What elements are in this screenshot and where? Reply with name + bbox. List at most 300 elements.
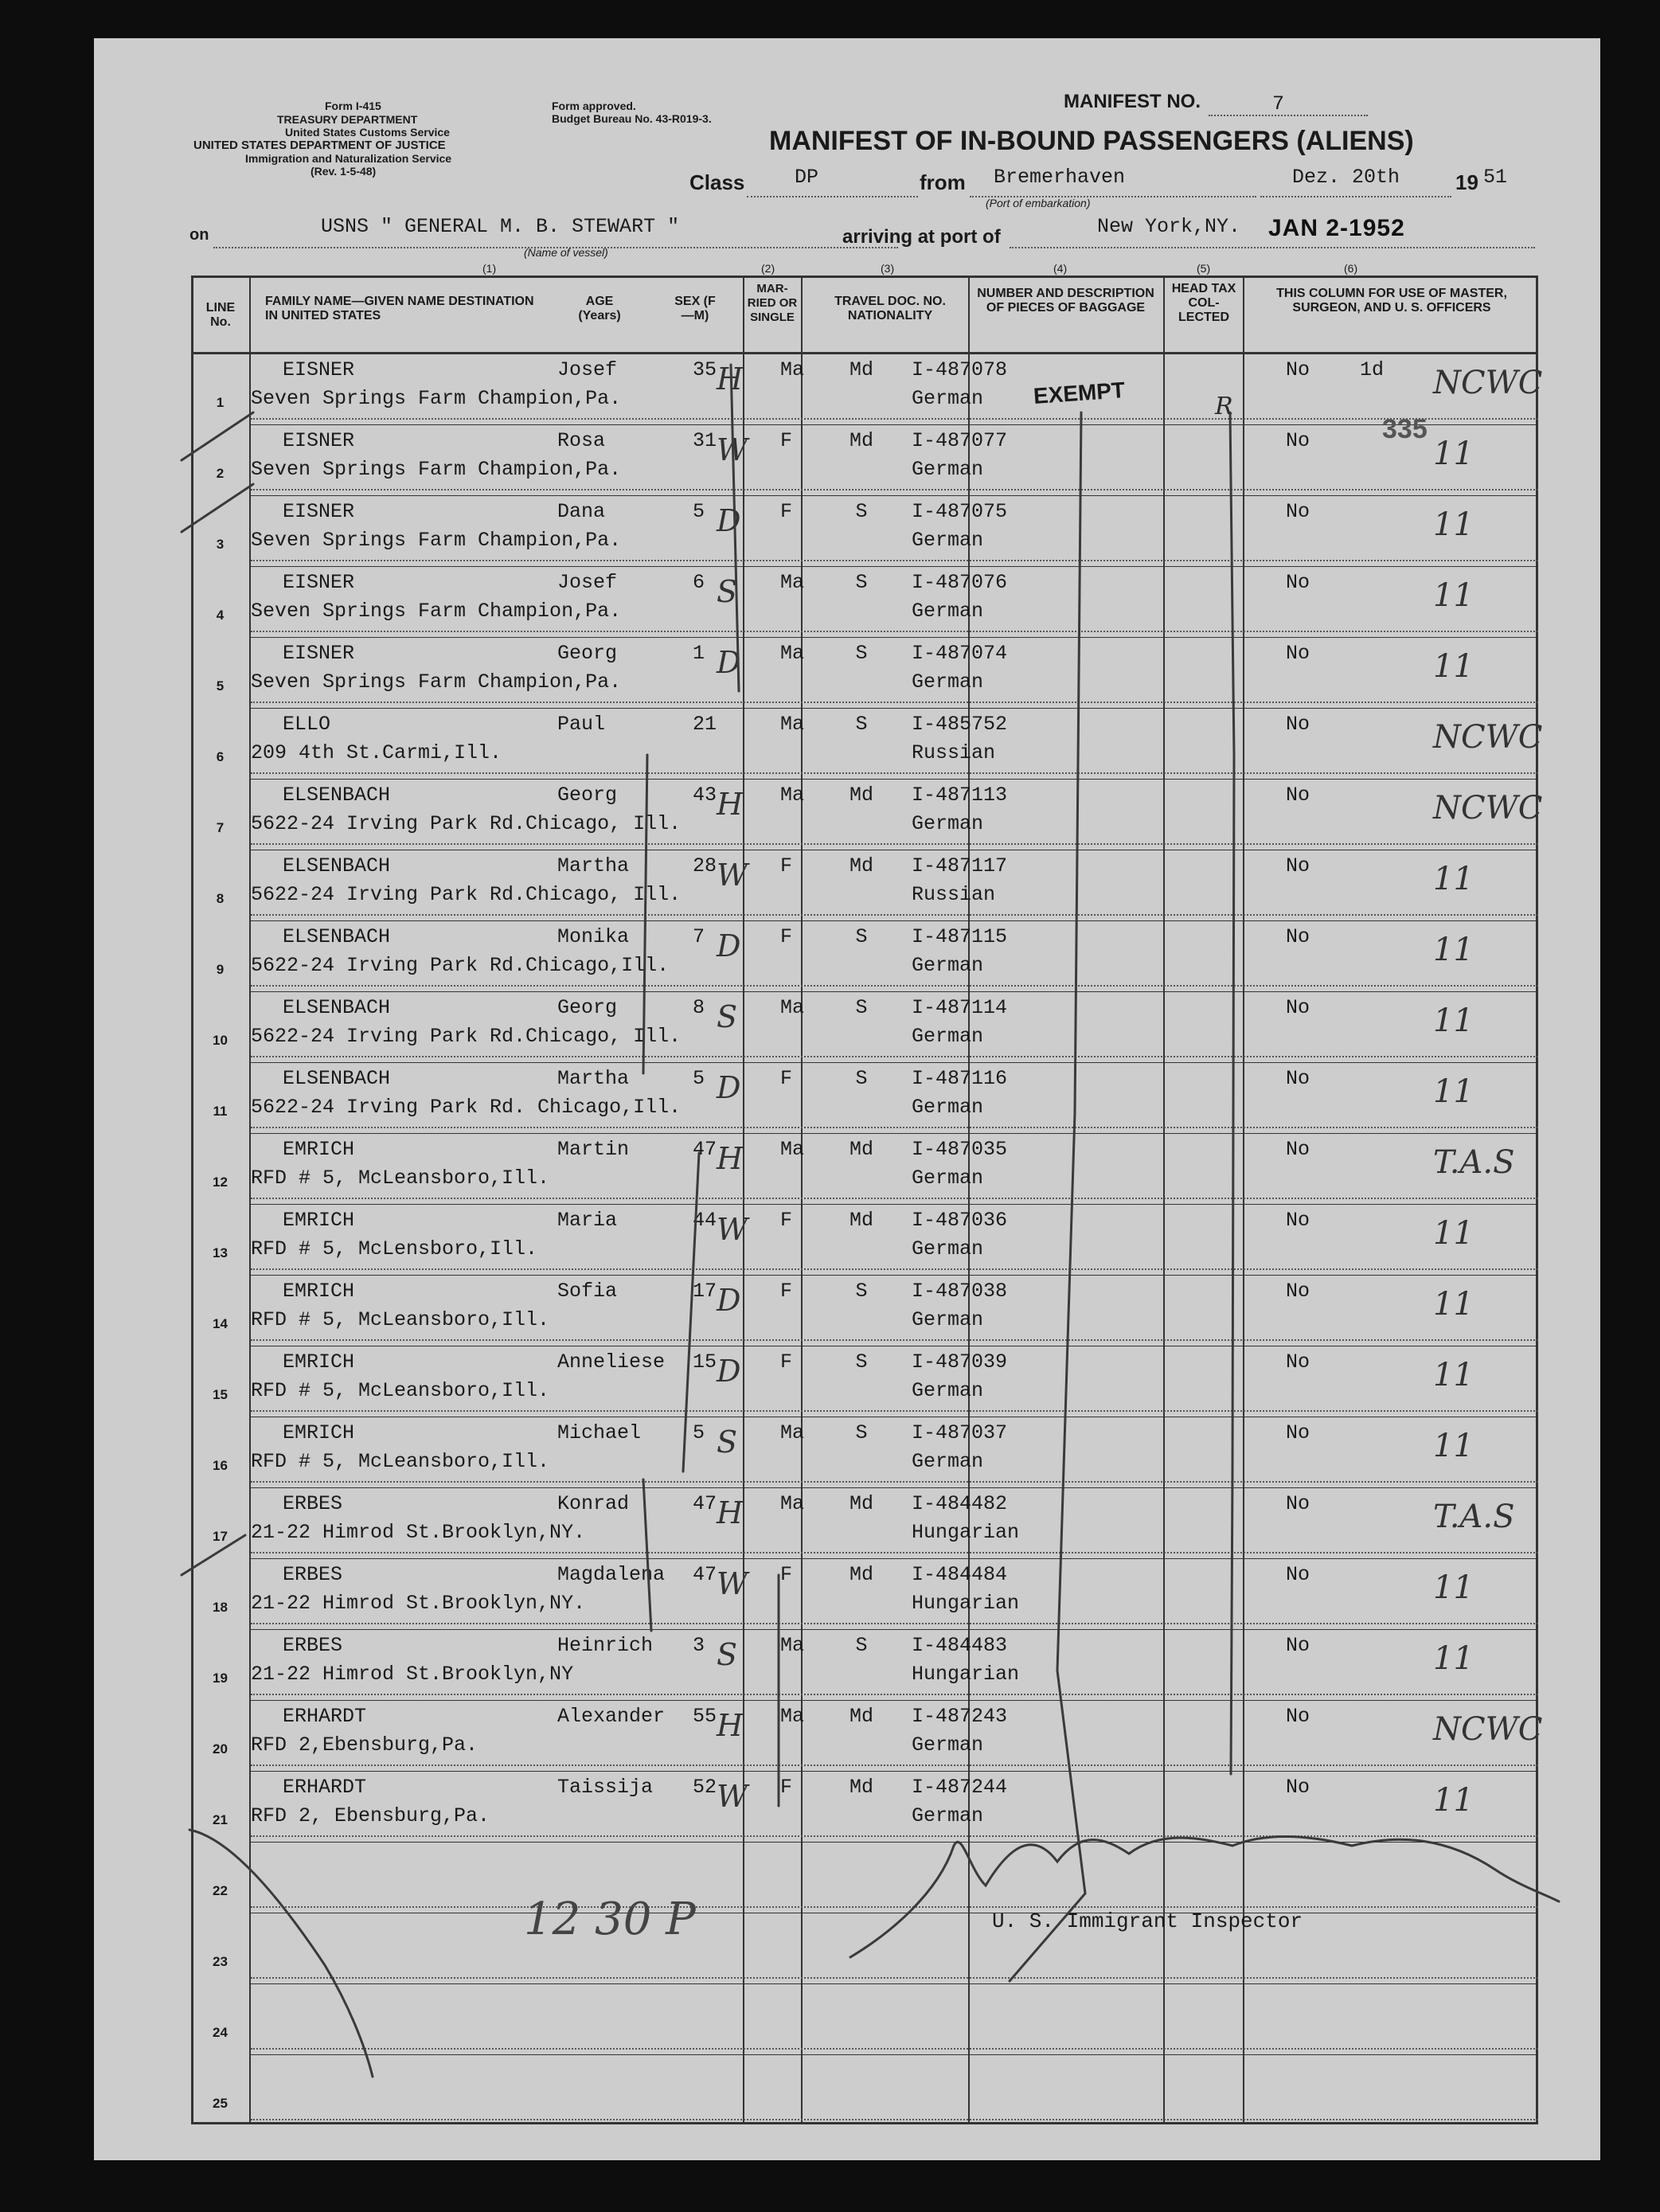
destination: 5622-24 Irving Park Rd.Chicago, Ill.: [251, 1025, 682, 1048]
table-row: [191, 1913, 1538, 1983]
port-caption: (Port of embarkation): [986, 197, 1091, 209]
revision: (Rev. 1-5-48): [311, 165, 377, 178]
travel-doc: I-487116: [912, 1067, 1008, 1090]
col-header-line: LINE No.: [205, 301, 236, 329]
table-row: [191, 424, 1538, 495]
head-tax: No: [1286, 571, 1310, 594]
row-guide: [251, 1127, 1538, 1128]
row-guide: [251, 1835, 1538, 1837]
nationality: German: [912, 458, 984, 481]
line-number: 10: [213, 1033, 228, 1048]
given-name: Martha: [557, 1067, 630, 1090]
family-name: ELSENBACH: [283, 854, 391, 877]
line-number: 25: [213, 2096, 228, 2111]
table-row: [191, 1346, 1538, 1417]
officer-handwritten-note: 11: [1433, 1357, 1474, 1393]
marital-status: S: [855, 642, 868, 665]
officer-handwritten-note: 11: [1433, 1002, 1474, 1039]
officer-handwritten-note: 11: [1433, 1428, 1474, 1464]
relation-mark: H: [717, 1495, 744, 1530]
treasury-department: TREASURY DEPARTMENT: [277, 113, 418, 126]
destination: Seven Springs Farm Champion,Pa.: [251, 458, 622, 481]
travel-doc: I-484482: [912, 1492, 1008, 1515]
head-tax: No: [1286, 358, 1310, 381]
given-name: Maria: [557, 1209, 618, 1232]
table-row: [191, 637, 1538, 708]
row-guide: [251, 1268, 1538, 1270]
line-number: 23: [213, 1954, 228, 1969]
line-number: 4: [216, 608, 225, 623]
line-number: 11: [213, 1104, 228, 1119]
head-tax: No: [1286, 1776, 1310, 1799]
age: 7: [693, 925, 705, 948]
marital-status: S: [855, 1634, 868, 1657]
age: 28: [693, 854, 717, 877]
line-number: 15: [213, 1387, 228, 1402]
line-number: 8: [216, 891, 225, 906]
nationality: German: [912, 1167, 984, 1190]
nationality: Russian: [912, 883, 996, 906]
family-name: ERBES: [283, 1634, 343, 1657]
given-name: Michael: [557, 1421, 642, 1444]
head-tax: No: [1286, 1209, 1310, 1232]
col-number: (2): [761, 262, 775, 275]
relation-mark: S: [717, 999, 738, 1034]
destination: 21-22 Himrod St.Brooklyn,NY.: [251, 1521, 586, 1544]
head-tax: No: [1286, 854, 1310, 877]
vessel-name: USNS " GENERAL M. B. STEWART ": [321, 215, 680, 238]
head-tax: No: [1286, 1280, 1310, 1303]
table-row: [191, 566, 1538, 637]
officer-handwritten-note: 11: [1433, 932, 1474, 968]
relation-mark: W: [717, 1212, 748, 1247]
relation-mark: W: [717, 432, 748, 467]
travel-doc: I-487039: [912, 1350, 1008, 1374]
officer-handwritten-note: 11: [1433, 577, 1474, 614]
destination: Seven Springs Farm Champion,Pa.: [251, 600, 622, 623]
family-name: EMRICH: [283, 1209, 355, 1232]
inspector-label: U. S. Immigrant Inspector: [992, 1909, 1303, 1933]
line-number: 2: [216, 466, 225, 481]
head-tax: No: [1286, 1138, 1310, 1161]
sex: F: [780, 500, 793, 523]
table-row: [191, 1983, 1538, 2054]
sex: Ma: [780, 996, 805, 1019]
destination: 5622-24 Irving Park Rd. Chicago,Ill.: [251, 1096, 682, 1119]
officer-handwritten-note: NCWC: [1433, 790, 1543, 827]
given-name: Heinrich: [557, 1634, 654, 1657]
age: 8: [693, 996, 705, 1019]
justice-department: UNITED STATES DEPARTMENT OF JUSTICE: [193, 139, 446, 152]
on-label: on: [189, 226, 209, 244]
nationality: German: [912, 670, 984, 694]
officer-handwritten-note: 11: [1433, 506, 1474, 543]
budget-bureau: Budget Bureau No. 43-R019-3.: [552, 112, 712, 125]
family-name: ERHARDT: [283, 1776, 367, 1799]
head-tax: No: [1286, 784, 1310, 807]
age: 17: [693, 1280, 717, 1303]
travel-doc: I-487075: [912, 500, 1008, 523]
travel-doc: I-487115: [912, 925, 1008, 948]
table-row: [191, 1558, 1538, 1629]
given-name: Georg: [557, 642, 618, 665]
age: 21: [693, 713, 717, 736]
relation-mark: D: [717, 1354, 741, 1389]
row-guide: [251, 1056, 1538, 1057]
head-tax: No: [1286, 1705, 1310, 1728]
family-name: ELSENBACH: [283, 1067, 391, 1090]
given-name: Alexander: [557, 1705, 666, 1728]
marital-status: Md: [849, 358, 874, 381]
family-name: EMRICH: [283, 1138, 355, 1161]
relation-mark: H: [717, 362, 744, 397]
table-row: [191, 1771, 1538, 1842]
line-number: 22: [213, 1883, 228, 1898]
age: 47: [693, 1138, 717, 1161]
tax-mark: R: [1215, 393, 1233, 420]
col-number: (3): [881, 262, 895, 275]
line-number: 5: [216, 678, 225, 694]
destination: Seven Springs Farm Champion,Pa.: [251, 529, 622, 552]
destination: Seven Springs Farm Champion,Pa.: [251, 387, 622, 410]
marital-status: S: [855, 1280, 868, 1303]
family-name: ELSENBACH: [283, 925, 391, 948]
travel-doc: I-487036: [912, 1209, 1008, 1232]
nationality: German: [912, 1025, 984, 1048]
from-label: from: [920, 170, 966, 194]
line-number: 18: [213, 1600, 228, 1615]
relation-mark: D: [717, 1283, 741, 1318]
officer-handwritten-note: 11: [1433, 1640, 1474, 1677]
nationality: German: [912, 529, 984, 552]
class-value: DP: [795, 166, 819, 189]
marital-status: Md: [849, 1776, 874, 1799]
row-guide: [251, 1694, 1538, 1695]
relation-mark: S: [717, 1425, 738, 1460]
line-number: 14: [213, 1316, 228, 1331]
given-name: Magdalena: [557, 1563, 666, 1586]
given-name: Georg: [557, 784, 618, 807]
officer-handwritten-note: 11: [1433, 1782, 1474, 1819]
sex: Ma: [780, 571, 805, 594]
row-guide: [251, 631, 1538, 632]
marital-status: S: [855, 500, 868, 523]
marital-status: Md: [849, 1138, 874, 1161]
relation-mark: W: [717, 858, 748, 893]
officer-handwritten-note: NCWC: [1433, 1711, 1543, 1748]
col-header-married: MAR-RIED OR SINGLE: [747, 282, 798, 324]
travel-doc: I-487114: [912, 996, 1008, 1019]
row-guide: [251, 489, 1538, 490]
family-name: ERBES: [283, 1492, 343, 1515]
nationality: German: [912, 1237, 984, 1260]
family-name: EMRICH: [283, 1350, 355, 1374]
destination: Seven Springs Farm Champion,Pa.: [251, 670, 622, 694]
row-guide: [251, 914, 1538, 916]
row-guide: [251, 702, 1538, 703]
nationality: Hungarian: [912, 1592, 1020, 1615]
travel-doc: I-485752: [912, 713, 1008, 736]
travel-doc: I-487074: [912, 642, 1008, 665]
year-value: 51: [1483, 166, 1508, 189]
table-row: [191, 920, 1538, 991]
table-row: [191, 1629, 1538, 1700]
table-row: [191, 850, 1538, 920]
ins-service: Immigration and Naturalization Service: [245, 152, 452, 165]
given-name: Josef: [557, 571, 618, 594]
table-row: [191, 2054, 1538, 2125]
nationality: Hungarian: [912, 1663, 1020, 1686]
table-row: [191, 1133, 1538, 1204]
head-tax: No: [1286, 1350, 1310, 1374]
sex: F: [780, 1067, 793, 1090]
destination: 21-22 Himrod St.Brooklyn,NY.: [251, 1592, 586, 1615]
relation-mark: S: [717, 574, 738, 609]
table-row: [191, 354, 1543, 424]
arriving-label: arriving at port of: [842, 226, 1001, 248]
family-name: ELLO: [283, 713, 331, 736]
stamp-335: 335: [1382, 414, 1428, 444]
officer-handwritten-note: 11: [1433, 861, 1474, 897]
sex: F: [780, 1280, 793, 1303]
travel-doc: I-487244: [912, 1776, 1008, 1799]
head-tax: No: [1286, 713, 1310, 736]
line-number: 13: [213, 1245, 228, 1260]
age: 35: [693, 358, 717, 381]
age: 5: [693, 1067, 705, 1090]
destination: RFD 2, Ebensburg,Pa.: [251, 1804, 490, 1827]
sex: Ma: [780, 784, 805, 807]
class-line: [747, 196, 918, 197]
head-tax: No: [1286, 1492, 1310, 1515]
sex: Ma: [780, 642, 805, 665]
family-name: EMRICH: [283, 1280, 355, 1303]
departure-date: Dez. 20th: [1292, 166, 1400, 189]
family-name: EMRICH: [283, 1421, 355, 1444]
line-number: 21: [213, 1812, 228, 1827]
line-number: 12: [213, 1174, 228, 1190]
line-number: 6: [216, 749, 225, 764]
marital-status: Md: [849, 1209, 874, 1232]
travel-doc: I-487076: [912, 571, 1008, 594]
nationality: German: [912, 1379, 984, 1402]
destination: RFD # 5, McLeansboro,Ill.: [251, 1379, 550, 1402]
head-tax: No: [1286, 1421, 1310, 1444]
col-header-travel: TRAVEL DOC. NO. NATIONALITY: [834, 295, 946, 322]
sex: Ma: [780, 1634, 805, 1657]
row-guide: [251, 1339, 1538, 1341]
col-header-age: AGE (Years): [578, 295, 621, 322]
family-name: ERHARDT: [283, 1705, 367, 1728]
destination: 5622-24 Irving Park Rd.Chicago, Ill.: [251, 812, 682, 835]
officer-note: 1d: [1360, 358, 1385, 381]
col-header-baggage: NUMBER AND DESCRIPTION OF PIECES OF BAGGAGE: [977, 287, 1154, 315]
travel-doc: I-487117: [912, 854, 1008, 877]
marital-status: S: [855, 1421, 868, 1444]
sex: F: [780, 1563, 793, 1586]
col-header-tax: HEAD TAX COL-LECTED: [1171, 282, 1236, 324]
travel-doc: I-487037: [912, 1421, 1008, 1444]
officer-handwritten-note: T.A.S: [1433, 1499, 1515, 1535]
age: 5: [693, 500, 705, 523]
line-number: 9: [216, 962, 225, 977]
age: 1: [693, 642, 705, 665]
col-number: (1): [482, 262, 497, 275]
family-name: EISNER: [283, 429, 355, 452]
head-tax: No: [1286, 1067, 1310, 1090]
row-guide: [251, 1977, 1538, 1979]
exempt-stamp: EXEMPT: [1033, 377, 1127, 408]
row-guide: [251, 418, 1538, 420]
table-row: [191, 779, 1543, 850]
line-number: 17: [213, 1529, 228, 1544]
table-row: [191, 1842, 1538, 1913]
marital-status: Md: [849, 429, 874, 452]
sex: Ma: [780, 713, 805, 736]
row-guide: [251, 1906, 1538, 1908]
nationality: Hungarian: [912, 1521, 1020, 1544]
line-number: 3: [216, 537, 225, 552]
line-number: 19: [213, 1671, 228, 1686]
age: 6: [693, 571, 705, 594]
manifest-no-line: [1209, 115, 1368, 116]
form-number: Form I-415: [325, 100, 381, 112]
vessel-caption: (Name of vessel): [524, 246, 608, 259]
family-name: EISNER: [283, 358, 355, 381]
given-name: Dana: [557, 500, 606, 523]
travel-doc: I-487243: [912, 1705, 1008, 1728]
age: 5: [693, 1421, 705, 1444]
marital-status: Md: [849, 854, 874, 877]
travel-doc: I-487035: [912, 1138, 1008, 1161]
officer-handwritten-note: T.A.S: [1433, 1144, 1515, 1181]
nationality: German: [912, 1804, 984, 1827]
marital-status: Md: [849, 784, 874, 807]
relation-mark: H: [717, 787, 744, 822]
table-row: [191, 1417, 1538, 1487]
manifest-label: MANIFEST NO.: [1064, 91, 1201, 112]
date-line: [1260, 196, 1451, 197]
nationality: German: [912, 1096, 984, 1119]
relation-mark: H: [717, 1708, 744, 1743]
relation-mark: D: [717, 1070, 741, 1105]
age: 44: [693, 1209, 717, 1232]
marital-status: S: [855, 996, 868, 1019]
col-header-name: FAMILY NAME—GIVEN NAME DESTINATION IN UNITED STATES: [265, 295, 534, 322]
sex: F: [780, 925, 793, 948]
row-guide: [251, 2119, 1538, 2120]
sex: Ma: [780, 1705, 805, 1728]
given-name: Paul: [557, 713, 606, 736]
destination: RFD # 5, McLeansboro,Ill.: [251, 1167, 550, 1190]
arrival-date-stamp: JAN 2-1952: [1268, 215, 1405, 241]
relation-mark: S: [717, 1637, 738, 1672]
relation-mark: H: [717, 1141, 744, 1176]
age: 52: [693, 1776, 717, 1799]
form-approved: Form approved.: [552, 100, 636, 112]
manifest-title: MANIFEST OF IN-BOUND PASSENGERS (ALIENS): [769, 126, 1414, 156]
row-guide: [251, 1481, 1538, 1483]
officer-handwritten-note: 11: [1433, 436, 1474, 472]
sex: F: [780, 854, 793, 877]
family-name: ERBES: [283, 1563, 343, 1586]
sex: F: [780, 429, 793, 452]
col-header-sex: SEX (F—M): [674, 295, 716, 322]
given-name: Josef: [557, 358, 618, 381]
officer-handwritten-note: 11: [1433, 1569, 1474, 1606]
marital-status: S: [855, 571, 868, 594]
manifest-sheet: [94, 38, 1600, 2160]
destination: RFD 2,Ebensburg,Pa.: [251, 1733, 478, 1757]
arrival-line: [1010, 247, 1535, 248]
sex: Ma: [780, 1138, 805, 1161]
line-number: 7: [216, 820, 225, 835]
given-name: Martin: [557, 1138, 630, 1161]
age: 55: [693, 1705, 717, 1728]
marital-status: Md: [849, 1705, 874, 1728]
officer-handwritten-note: NCWC: [1433, 365, 1543, 401]
table-row: [191, 1275, 1538, 1346]
table-row: [191, 991, 1538, 1062]
family-name: EISNER: [283, 642, 355, 665]
marital-status: Md: [849, 1563, 874, 1586]
family-name: EISNER: [283, 571, 355, 594]
officer-handwritten-note: 11: [1433, 648, 1474, 685]
table-row: [191, 495, 1538, 566]
sex: Ma: [780, 1421, 805, 1444]
officer-handwritten-note: 11: [1433, 1215, 1474, 1252]
head-tax: No: [1286, 500, 1310, 523]
year-prefix: 19: [1455, 170, 1478, 194]
destination: 5622-24 Irving Park Rd.Chicago, Ill.: [251, 883, 682, 906]
age: 43: [693, 784, 717, 807]
age: 31: [693, 429, 717, 452]
relation-mark: D: [717, 928, 741, 963]
table-row: [191, 1062, 1538, 1133]
marital-status: Md: [849, 1492, 874, 1515]
marital-status: S: [855, 713, 868, 736]
given-name: Taissija: [557, 1776, 654, 1799]
given-name: Rosa: [557, 429, 606, 452]
time-note: 12 30 P: [524, 1893, 696, 1945]
line-number: 20: [213, 1741, 228, 1757]
col-number: (4): [1053, 262, 1068, 275]
travel-doc: I-487077: [912, 429, 1008, 452]
sex: Ma: [780, 1492, 805, 1515]
nationality: German: [912, 600, 984, 623]
family-name: ELSENBACH: [283, 784, 391, 807]
age: 47: [693, 1492, 717, 1515]
row-guide: [251, 1198, 1538, 1199]
manifest-number: 7: [1272, 92, 1285, 115]
table-row: [191, 1204, 1538, 1275]
class-label: Class: [689, 170, 745, 194]
destination: RFD # 5, McLensboro,Ill.: [251, 1237, 538, 1260]
family-name: ELSENBACH: [283, 996, 391, 1019]
nationality: German: [912, 1450, 984, 1473]
nationality: German: [912, 1308, 984, 1331]
line-number: 1: [216, 395, 225, 410]
row-guide: [251, 843, 1538, 845]
line-number: 24: [213, 2025, 228, 2040]
row-guide: [251, 985, 1538, 987]
row-guide: [251, 1765, 1538, 1766]
col-number: (5): [1197, 262, 1211, 275]
customs-service: United States Customs Service: [285, 126, 450, 139]
age: 15: [693, 1350, 717, 1374]
officer-handwritten-note: NCWC: [1433, 719, 1543, 756]
officer-handwritten-note: 11: [1433, 1286, 1474, 1323]
